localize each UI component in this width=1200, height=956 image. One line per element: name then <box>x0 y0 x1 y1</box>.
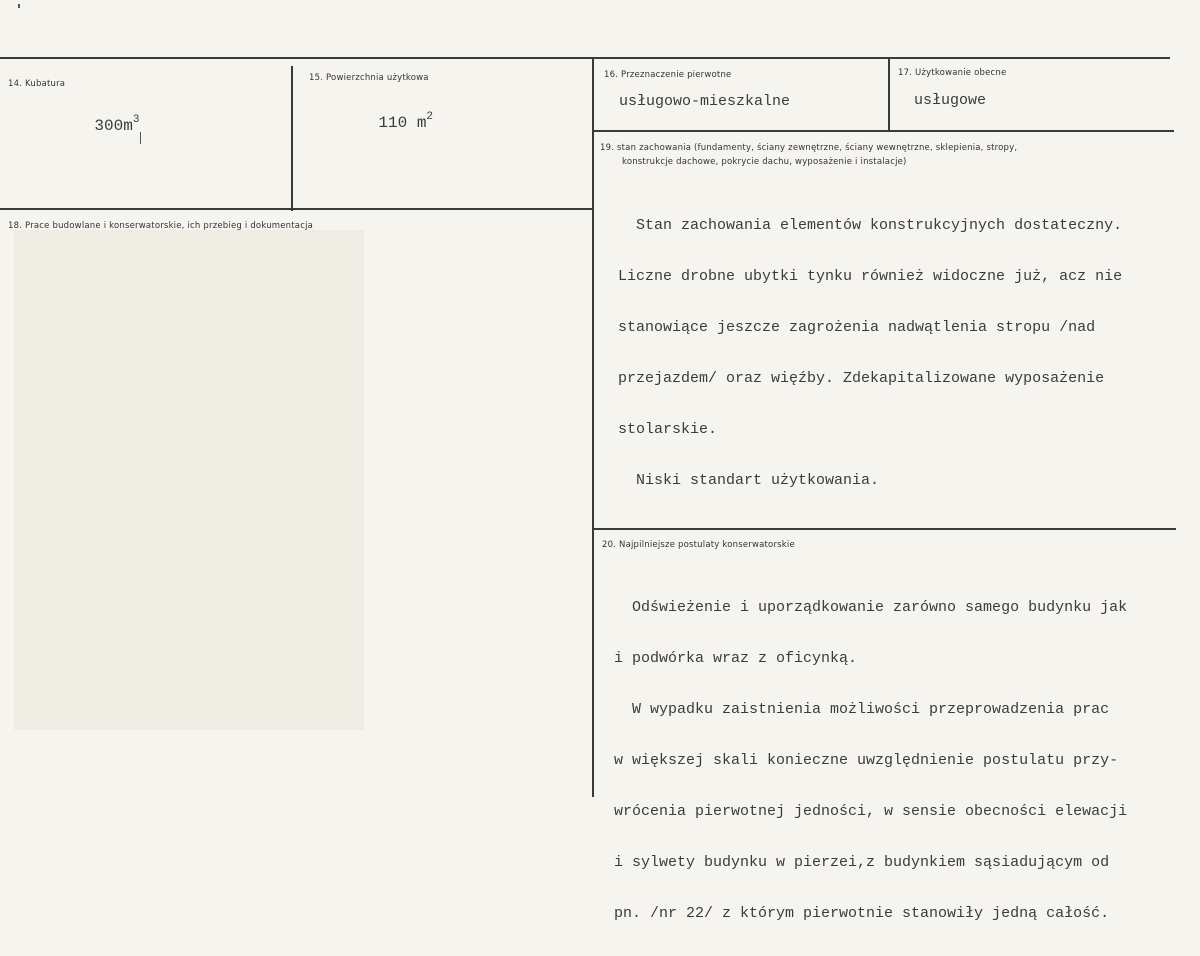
field-17-value: usługowe <box>914 92 987 109</box>
field-20-text <box>614 565 1127 956</box>
field-18-label: 18. Prace budowlane i konserwatorskie, ich przebieg i dokumentacja <box>8 221 314 231</box>
field-15-label: 15. Powierzchnia użytkowa <box>309 73 429 83</box>
top-rule <box>0 57 1170 59</box>
field-19-text <box>618 183 1122 523</box>
field-16-label: 16. Przeznaczenie pierwotne <box>604 70 732 80</box>
field-17-label: 17. Użytkowanie obecne <box>898 68 1007 78</box>
field-19-line: Stan zachowania elementów konstrukcyjnych dostateczny. <box>618 217 1123 234</box>
field-20-line: pn. /nr 22/ z którym pierwotnie stanowiły jedną całość. <box>614 905 1110 922</box>
field-15-number: 110 m <box>378 114 427 132</box>
field-19-label-line1: 19. stan zachowania (fundamenty, ściany zewnętrzne, ściany wewnętrzne, sklepienia, stropy, <box>600 143 1018 153</box>
paper-shading <box>14 230 364 730</box>
field-19-line: Niski standart użytkowania. <box>618 472 880 489</box>
pencil-tick <box>140 132 141 144</box>
field-20-line: w większej skali konieczne uwzględnienie postulatu przy- <box>614 752 1119 769</box>
field-19-line: przejazdem/ oraz więźby. Zdekapitalizowane wyposażenie <box>618 370 1105 387</box>
divider-16-17 <box>888 57 890 131</box>
corner-speck <box>18 4 20 8</box>
field-14-number: 300m <box>94 117 133 135</box>
field-14-unit-exponent: 3 <box>132 114 140 126</box>
rule-under-16-17 <box>592 130 1174 132</box>
field-19-label-line2: konstrukcje dachowe, pokrycie dachu, wyposażenie i instalacje) <box>622 157 907 167</box>
field-15-unit-exponent: 2 <box>426 111 434 123</box>
field-14-value <box>56 101 139 152</box>
divider-15-16 <box>592 57 594 797</box>
rule-above-20 <box>592 528 1176 530</box>
field-19-line: Liczne drobne ubytki tynku również widoczne już, acz nie <box>618 268 1123 285</box>
divider-14-15 <box>291 66 293 211</box>
field-20-line: W wypadku zaistnienia możliwości przeprowadzenia prac <box>614 701 1110 718</box>
field-20-line: i podwórka wraz z oficynką. <box>614 650 858 667</box>
field-20-label: 20. Najpilniejsze postulaty konserwatorskie <box>602 540 795 550</box>
field-20-line: i sylwety budynku w pierzei,z budynkiem sąsiadującym od <box>614 854 1110 871</box>
field-15-value <box>340 98 433 149</box>
field-19-line: stanowiące jeszcze zagrożenia nadwątlenia stropu /nad <box>618 319 1096 336</box>
field-19-line: stolarskie. <box>618 421 718 438</box>
field-20-line: wrócenia pierwotnej jedności, w sensie obecności elewacji <box>614 803 1128 820</box>
field-14-label: 14. Kubatura <box>8 79 66 89</box>
field-16-value: usługowo-mieszkalne <box>619 93 791 110</box>
field-20-line: Odświeżenie i uporządkowanie zarówno samego budynku jak <box>614 599 1128 616</box>
rule-under-14-15 <box>0 208 592 210</box>
